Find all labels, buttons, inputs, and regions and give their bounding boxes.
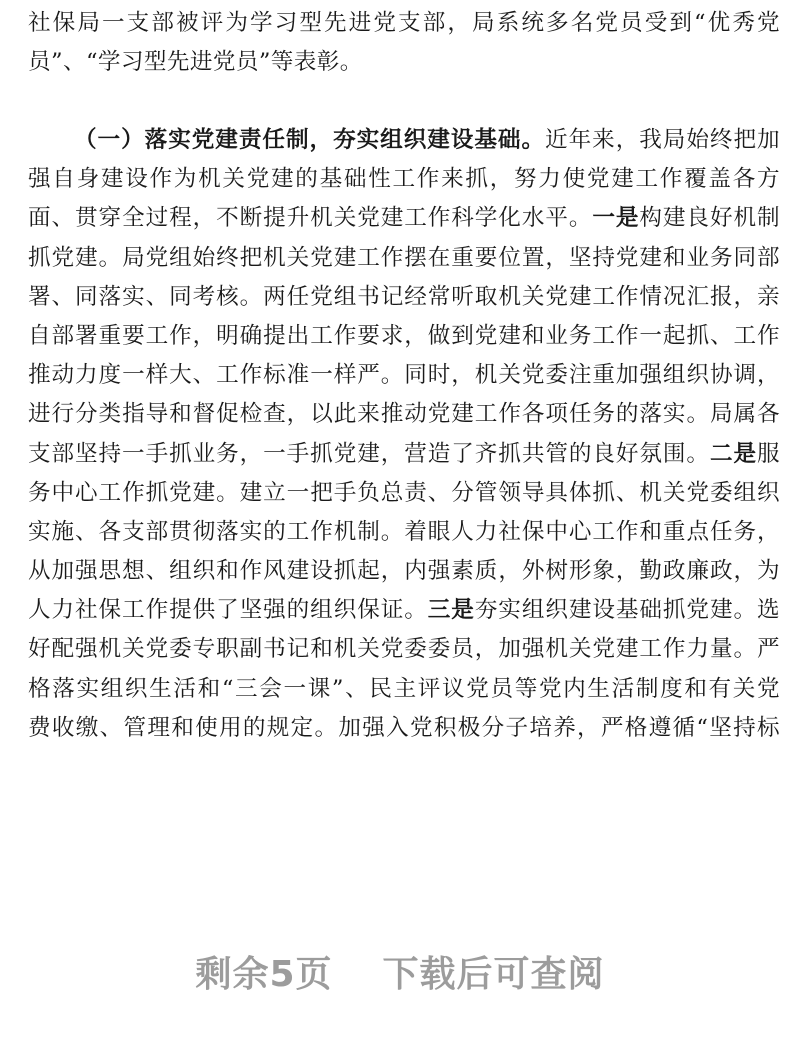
section-line-10: 务中心工作抓党建。建立一把手负总责、分管领导具体抓、机关党委组织	[28, 479, 780, 506]
section-line-3	[28, 199, 780, 238]
section-line-13	[28, 591, 780, 630]
section-line-2: 强自身建设作为机关党建的基础性工作来抓，努力使党建工作覆盖各方	[28, 166, 780, 193]
section-line-3-text: 面、贯穿全过程，不断提升机关党建工作科学化水平。	[28, 205, 593, 232]
section-heading: （一）落实党建责任制，夯实组织建设基础。	[74, 127, 546, 153]
section-line-8: 进行分类指导和督促检查，以此来推动党建工作各项任务的落实。局属各	[28, 401, 780, 428]
download-banner[interactable]	[0, 946, 800, 997]
section-line-7: 推动力度一样大、工作标准一样严。同时，机关党委注重加强组织协调，	[28, 362, 780, 389]
section-line-1-text: 近年来，我局始终把加	[545, 127, 781, 153]
section-line-16: 费收缴、管理和使用的规定。加强入党积极分子培养，严格遵循“坚持标	[28, 714, 780, 741]
point-1-label: 一是	[592, 205, 640, 232]
section-line-9-text: 支部坚持一手抓业务，一手抓党建，营造了齐抓共管的良好氛围。	[28, 440, 710, 467]
section-line-13-text: 人力社保工作提供了坚强的组织保证。	[28, 597, 428, 624]
section-paragraph	[28, 121, 780, 748]
section-line-6: 自部署重要工作，明确提出工作要求，做到党建和业务工作一起抓、工作	[28, 322, 780, 349]
section-line-3-rest: 构建良好机制	[639, 205, 780, 232]
point-2-label: 二是	[709, 440, 757, 467]
intro-line-2: 员”、“学习型先进党员”等表彰。	[28, 49, 363, 76]
remaining-pages-label: 剩余5页	[195, 954, 333, 995]
section-line-9	[28, 435, 780, 474]
section-line-5: 署、同落实、同考核。两任党组书记经常听取机关党建工作情况汇报，亲	[28, 283, 780, 310]
section-line-9-rest: 服	[756, 440, 780, 467]
intro-paragraph	[28, 4, 780, 82]
section-line-15: 格落实组织生活和“三会一课”、民主评议党员等党内生活制度和有关党	[28, 675, 780, 702]
section-line-14: 好配强机关党委专职副书记和机关党委委员，加强机关党建工作力量。严	[28, 636, 780, 663]
download-prompt-label: 下载后可查阅	[382, 954, 605, 995]
section-line-12: 从加强思想、组织和作风建设抓起，内强素质，外树形象，勤政廉政，为	[28, 558, 780, 585]
intro-line-1: 社保局一支部被评为学习型先进党支部，局系统多名党员受到“优秀党	[28, 10, 780, 36]
section-line-4: 抓党建。局党组始终把机关党建工作摆在重要位置，坚持党建和业务同部	[28, 244, 780, 271]
section-line-1	[28, 121, 780, 160]
point-3-label: 三是	[427, 597, 475, 624]
section-line-13-rest: 夯实组织建设基础抓党建。选	[474, 597, 780, 624]
section-line-11: 实施、各支部贯彻落实的工作机制。着眼人力社保中心工作和重点任务，	[28, 518, 780, 545]
